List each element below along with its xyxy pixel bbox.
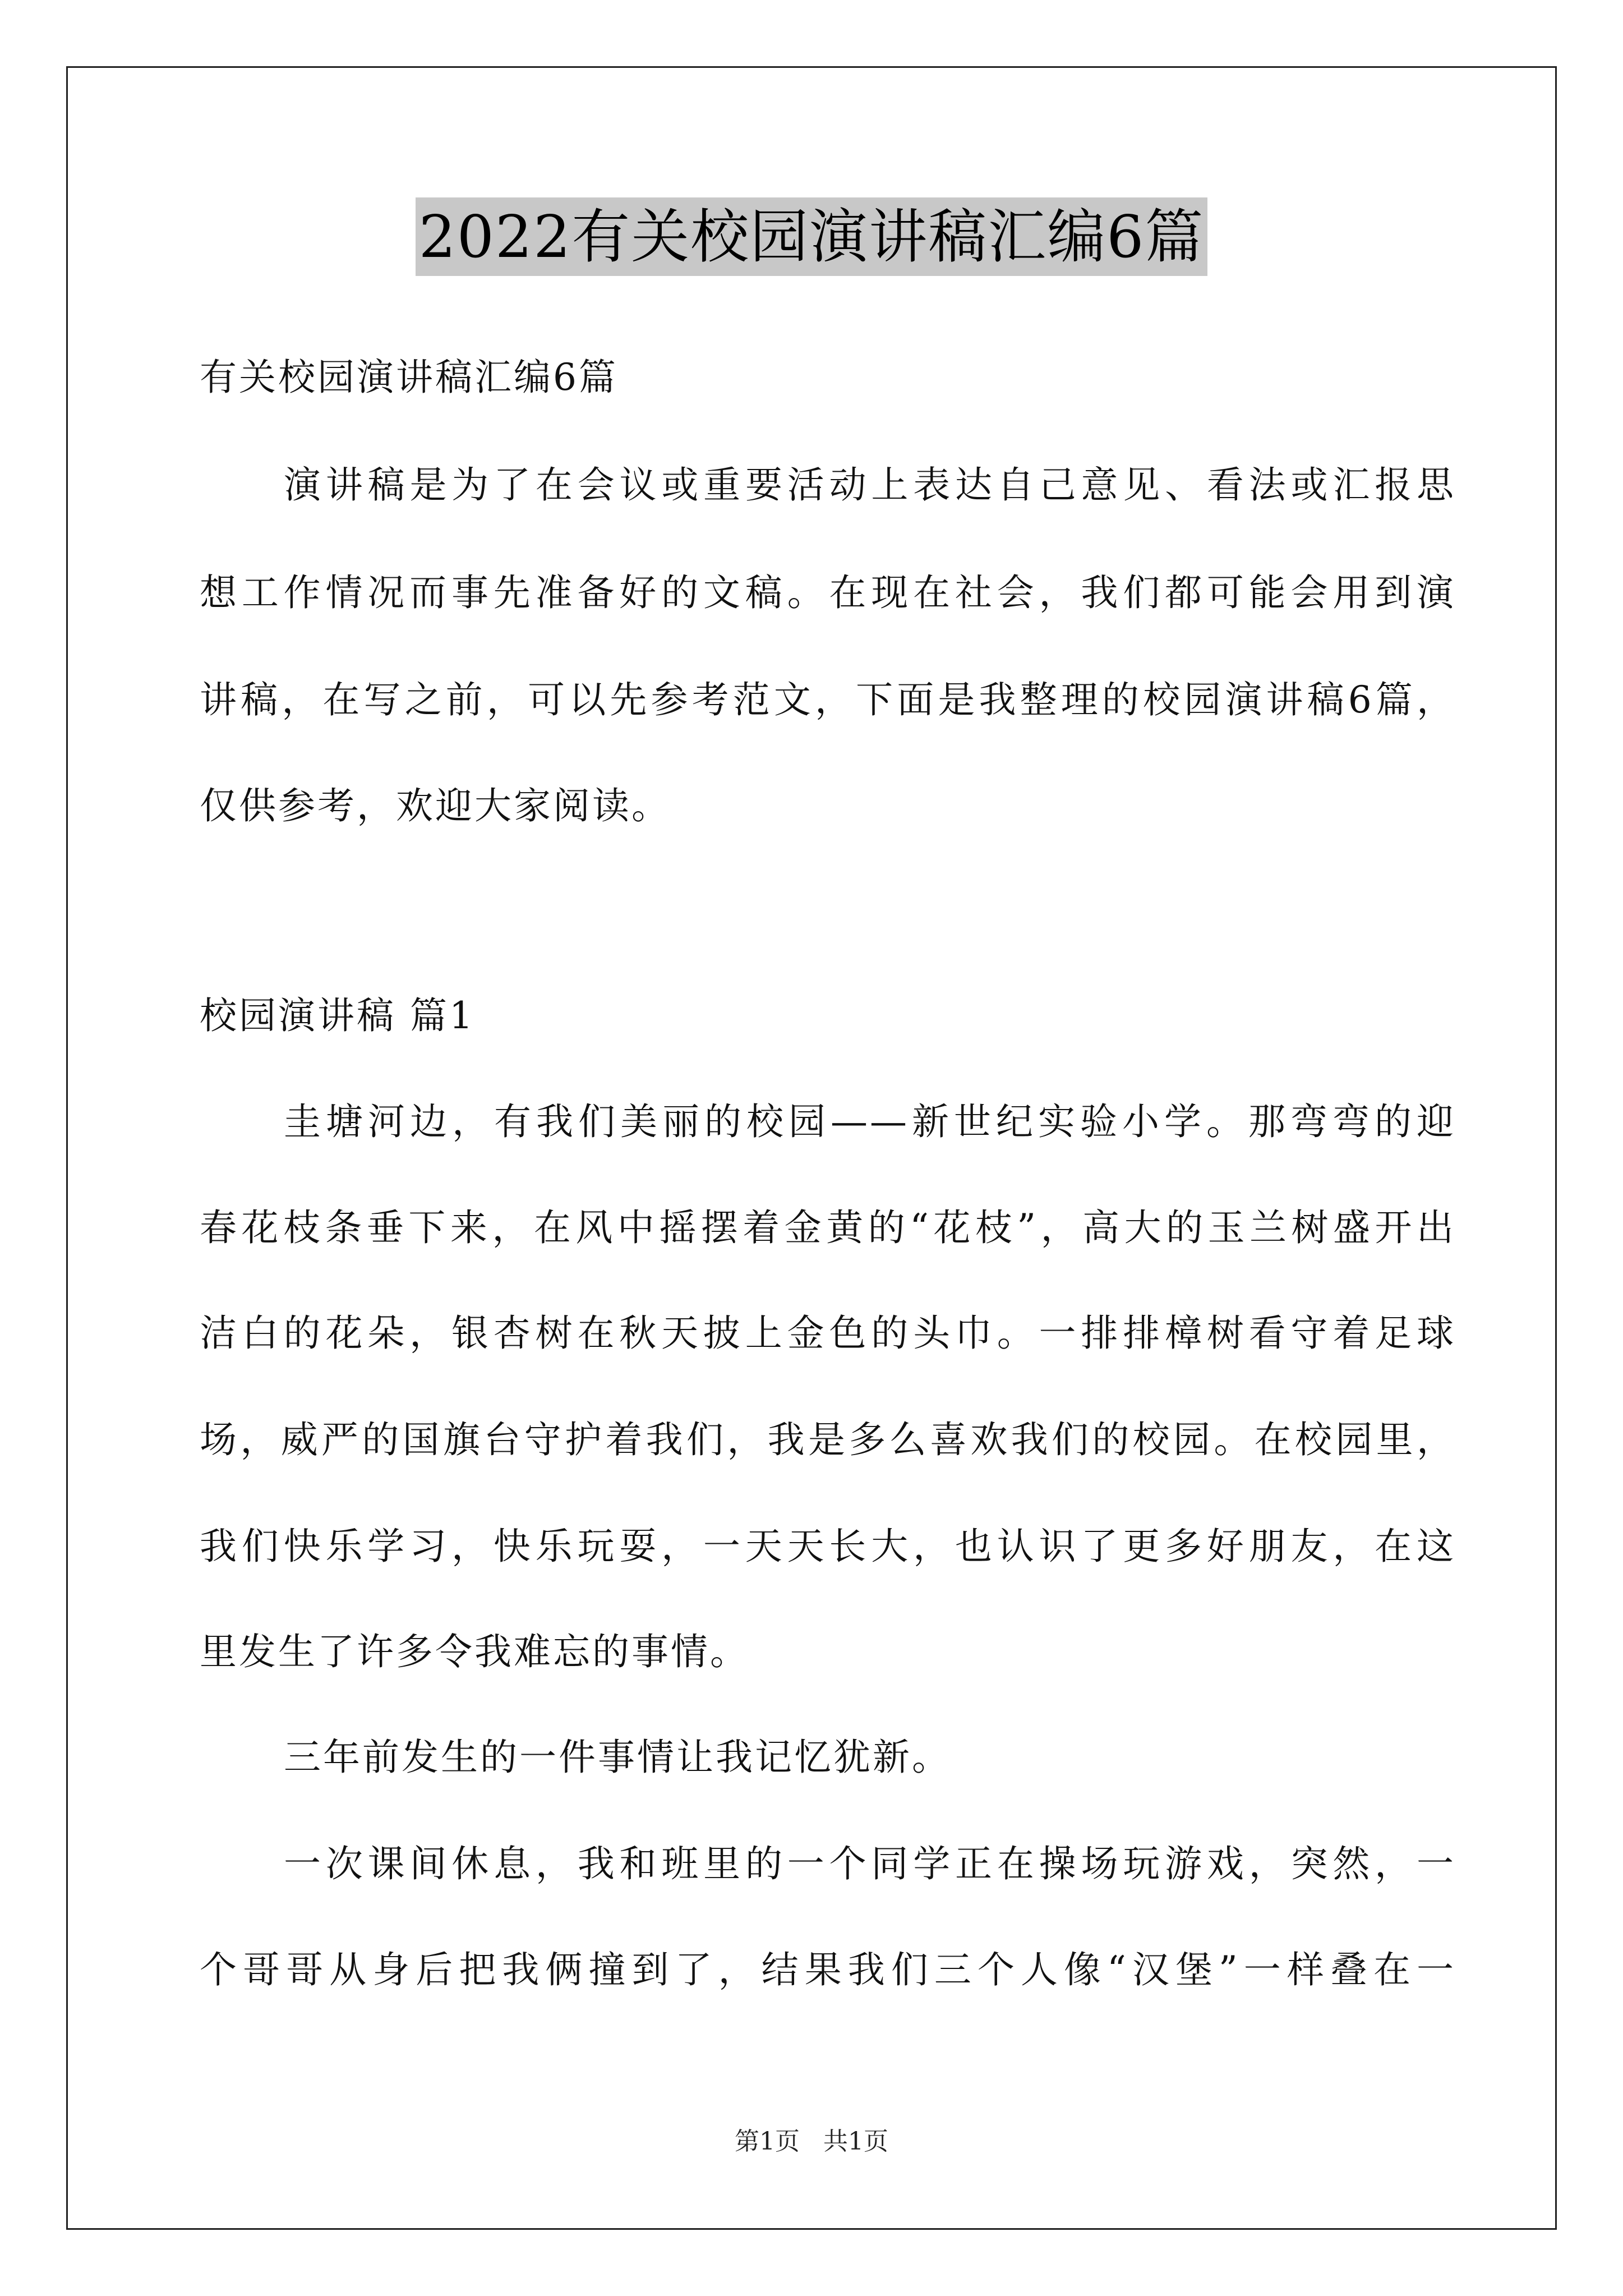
body-line: 春花枝条垂下来，在风中摇摆着金黄的“花枝”，高大的玉兰树盛开出 bbox=[200, 1206, 1456, 1249]
body-line: 里发生了许多令我难忘的事情。 bbox=[200, 1630, 749, 1673]
intro-line: 仅供参考，欢迎大家阅读。 bbox=[200, 784, 671, 827]
intro-line: 想工作情况而事先准备好的文稿。在现在社会，我们都可能会用到演 bbox=[200, 571, 1456, 614]
body-line: 一次课间休息，我和班里的一个同学正在操场玩游戏，突然，一 bbox=[284, 1842, 1456, 1885]
body-line: 三年前发生的一件事情让我记忆犹新。 bbox=[284, 1736, 951, 1779]
document-title: 2022有关校园演讲稿汇编6篇 bbox=[416, 197, 1208, 276]
intro-line: 演讲稿是为了在会议或重要活动上表达自己意见、看法或汇报思 bbox=[284, 463, 1456, 507]
document-subtitle: 有关校园演讲稿汇编6篇 bbox=[200, 356, 618, 399]
section-heading: 校园演讲稿 篇1 bbox=[200, 994, 475, 1037]
page-footer bbox=[0, 2126, 1623, 2157]
intro-line: 讲稿，在写之前，可以先参考范文，下面是我整理的校园演讲稿6篇， bbox=[200, 678, 1456, 721]
title-container bbox=[0, 197, 1623, 276]
body-line: 洁白的花朵，银杏树在秋天披上金色的头巾。一排排樟树看守着足球 bbox=[200, 1312, 1456, 1355]
body-line: 场，威严的国旗台守护着我们，我是多么喜欢我们的校园。在校园里， bbox=[200, 1418, 1456, 1461]
page-number: 第1页 共1页 bbox=[735, 2127, 888, 2156]
body-line: 个哥哥从身后把我俩撞到了，结果我们三个人像“汉堡”一样叠在一 bbox=[200, 1948, 1456, 1991]
body-line: 圭塘河边，有我们美丽的校园——新世纪实验小学。那弯弯的迎 bbox=[284, 1100, 1456, 1143]
body-line: 我们快乐学习，快乐玩耍，一天天长大，也认识了更多好朋友，在这 bbox=[200, 1525, 1456, 1568]
